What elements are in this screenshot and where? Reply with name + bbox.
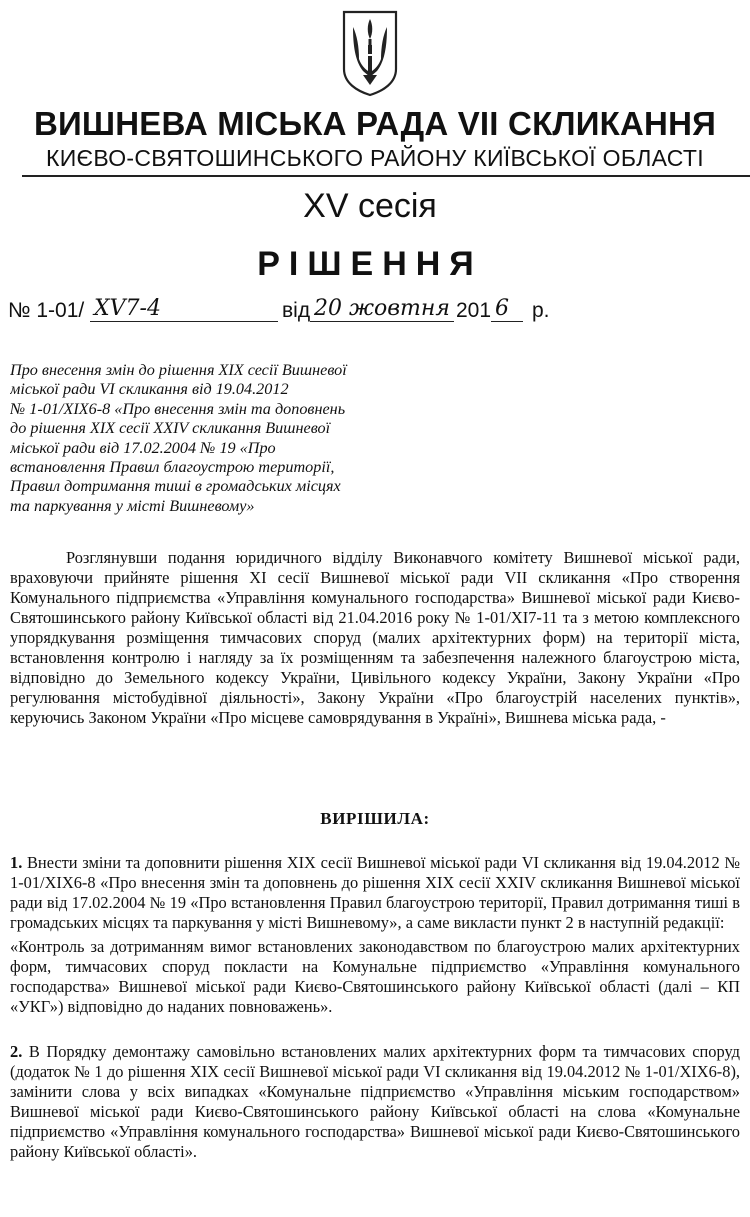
header-divider	[22, 175, 750, 177]
preamble-paragraph: Розглянувши подання юридичного відділу Виконавчого комітету Вишневої міської ради, враховуючи прийняте рішення XI сесії Вишневої міської ради VII скликання «Про створення Комунального підприємства «Управління комунального господарства» Вишневої міської ради Києво-Святошинського району Київської області від 21.04.2016 року № 1-01/XI7-11 та з метою комплексного упорядкування розміщення тимчасових споруд (малих архітектурних форм) на території міста, встановлення контролю і нагляду за їх розміщенням та забезпечення належного благоустрою міста, відповідно до Земельного кодексу України, Цивільного кодексу України, Закону України «Про регулювання містобудівної діяльності», Закону України «Про благоустрій населених пунктів», керуючись Законом України «Про місцеве самоврядування в Україні», Вишнева міська рада, -	[10, 548, 740, 727]
subject-line: № 1-01/XIX6-8 «Про внесення змін та доповнень	[10, 399, 346, 418]
date-underline	[310, 321, 454, 322]
item-text: В Порядку демонтажу самовільно встановлених малих архітектурних форм та тимчасових споруд (додаток № 1 до рішення XIX сесії Вишневої міської ради VI скликання від 19.04.2012 № 1-01/XIX6-8), замінити слова у всіх випадках «Комунальне підприємство «Управління міським господарством» Вишневої міської ради Києво-Святошинського району Київської області на слова «Комунальне підприємство «Управління комунального господарства» Вишневої міської ради Києво-Святошинського району Київської області».	[10, 1042, 740, 1161]
council-name: ВИШНЕВА МІСЬКА РАДА VII СКЛИКАННЯ	[33, 105, 717, 142]
district-name: КИЄВО-СВЯТОШИНСЬКОГО РАЙОНУ КИЇВСЬКОЇ ОБЛАСТІ	[46, 145, 704, 171]
decision-number-line	[8, 294, 708, 328]
subject-line: Правил дотримання тиші в громадських місцях	[10, 477, 341, 496]
subject-line: та паркування у місті Вишневому»	[10, 496, 255, 515]
handwritten-date: 20 жовтня	[314, 296, 450, 321]
year-prefix: 201	[456, 299, 492, 322]
item-number: 2.	[10, 1042, 23, 1061]
decision-item-2	[10, 1042, 740, 1162]
decision-item-1	[10, 853, 740, 933]
document-heading: РІШЕННЯ	[257, 245, 483, 283]
year-underline	[491, 321, 523, 322]
session-title: XV сесія	[303, 187, 437, 225]
subject-line: Про внесення змін до рішення XIX сесії Вишневої	[10, 361, 347, 379]
number-prefix: № 1-01/	[8, 299, 85, 322]
decided-heading: ВИРІШИЛА:	[320, 809, 430, 828]
subject-line: до рішення XIX сесії XXIV скликання Вишневої	[10, 419, 331, 438]
subject-line: встановлення Правил благоустрою території,	[10, 458, 335, 477]
item-text: Внести зміни та доповнити рішення XIX сесії Вишневої міської ради VI скликання від 19.04.2012 № 1-01/XIX6-8 «Про внесення змін та доповнень до рішення XIX сесії XXIV скликання Вишневої міської ради від 17.02.2004 № 19 «Про встановлення Правил благоустрою території, Правил дотримання тиші в громадських місцях та паркування у місті Вишневому», а саме викласти пункт 2 в наступній редакції:	[10, 853, 740, 932]
trident-coat-of-arms-icon	[341, 9, 399, 97]
subject-line: міської ради від 17.02.2004 № 19 «Про	[10, 438, 276, 457]
handwritten-year-digit: 6	[495, 296, 509, 321]
item-number: 1.	[10, 853, 23, 872]
from-label: від	[282, 299, 311, 322]
handwritten-number: XV7-4	[94, 296, 161, 321]
decision-subject	[10, 361, 408, 516]
number-underline	[90, 321, 278, 322]
decision-item-1-quote: «Контроль за дотриманням вимог встановлених законодавством по благоустрою малих архітектурних форм, тимчасових споруд покласти на Комунальне підприємство «Управління комунального господарства» Вишневої міської ради Києво-Святошинського району Київської області (далі – КП «УКГ») відповідно до наданих повноважень».	[10, 937, 740, 1016]
subject-line: міської ради VI скликання від 19.04.2012	[10, 380, 289, 399]
year-suffix: р.	[532, 299, 550, 322]
